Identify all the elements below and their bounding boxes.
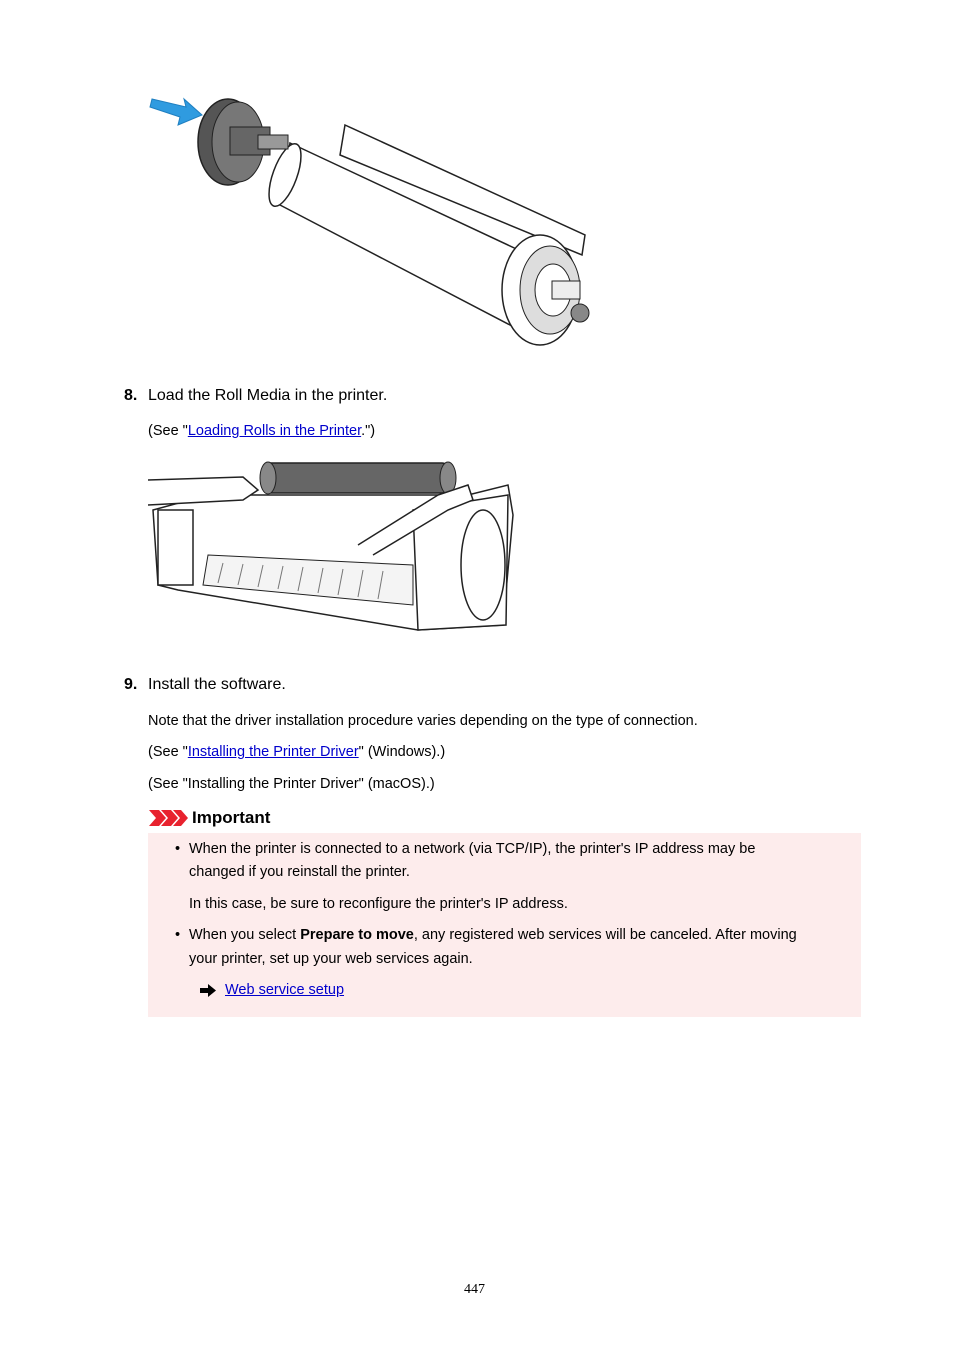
step-9-number: 9. [124, 676, 138, 693]
insert-arrow [150, 99, 202, 125]
prepare-to-move-label: Prepare to move [300, 927, 414, 943]
web-service-setup-link[interactable]: Web service setup [225, 982, 345, 998]
step-8-title: Load the Roll Media in the printer. [148, 387, 388, 404]
important-chevron-icon [149, 809, 189, 827]
page-number: 447 [464, 1282, 485, 1297]
printer-loading-illustration [148, 455, 518, 635]
step-9-see-mac: (See "Installing the Printer Driver" (macOS).) [148, 776, 435, 792]
step-9-note: Note that the driver installation procedure varies depending on the type of connection. [148, 713, 698, 729]
right-arrow-icon [200, 984, 217, 997]
bullet-1-line1: When the printer is connected to a network (via TCP/IP), the printer's IP address may be [189, 841, 756, 857]
see-prefix: (See " [148, 423, 188, 439]
bullet-2-prefix: When you select [189, 927, 301, 943]
bullet-2-suffix: , any registered web services will be canceled. After moving [413, 927, 797, 943]
step-8-see-reference [148, 423, 375, 439]
step-8-number: 8. [124, 387, 138, 404]
loading-rolls-link[interactable]: Loading Rolls in the Printer [187, 423, 362, 439]
bullet-1-extra: In this case, be sure to reconfigure the printer's IP address. [189, 896, 568, 912]
bullet-2-glyph: • [175, 927, 181, 943]
bullet-2-line2: your printer, set up your web services again. [189, 951, 473, 967]
bullet-1-line2: changed if you reinstall the printer. [189, 864, 410, 880]
see-suffix: " (Windows).) [358, 744, 446, 760]
bullet-1-glyph: • [175, 841, 181, 857]
roll-holder-illustration [140, 85, 600, 355]
see-suffix: .") [361, 423, 376, 439]
installing-printer-driver-link[interactable]: Installing the Printer Driver [187, 744, 359, 760]
important-heading: Important [192, 808, 271, 827]
step-9-see-windows [148, 744, 445, 760]
see-prefix: (See " [148, 744, 188, 760]
bullet-2-line1 [189, 924, 797, 947]
step-9-title: Install the software. [148, 676, 286, 693]
